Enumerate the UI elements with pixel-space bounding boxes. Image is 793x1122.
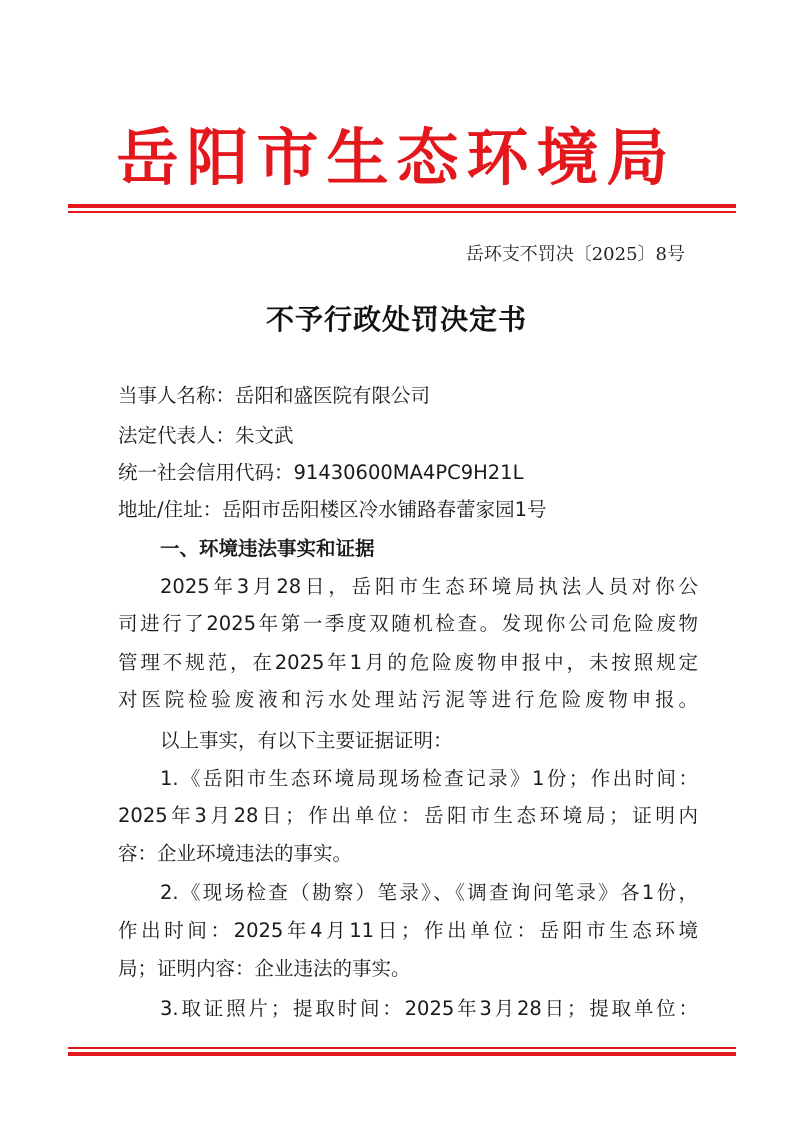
header-rule-thin (68, 211, 736, 213)
section-heading: 一、环境违法事实和证据 (160, 537, 375, 560)
header-rule-thick (68, 204, 736, 208)
legal-representative: 法定代表人：朱文武 (118, 424, 294, 447)
agency-header: 岳阳市生态环境局 (116, 121, 677, 194)
party-name: 当事人名称：岳阳和盛医院有限公司 (118, 384, 431, 407)
document-number: 岳环支不罚决〔2025〕8号 (465, 244, 685, 265)
evidence-line: 局；证明内容：企业违法的事实。 (118, 957, 411, 980)
paragraph-line: 2025年3月28日，岳阳市生态环境局执法人员对你公 (160, 575, 698, 598)
footer-rule-thin (68, 1047, 736, 1049)
paragraph-line: 对医院检验废液和污水处理站污泥等进行危险废物申报。 (118, 688, 698, 711)
evidence-line: 2.《现场检查（勘察）笔录》、《调查询问笔录》各1份， (160, 881, 698, 904)
evidence-line: 2025年3月28日；作出单位：岳阳市生态环境局；证明内 (118, 804, 698, 827)
evidence-line: 容：企业环境违法的事实。 (118, 842, 353, 865)
evidence-line: 1.《岳阳市生态环境局现场检查记录》1份；作出时间： (160, 767, 698, 790)
paragraph-line: 管理不规范，在2025年1月的危险废物申报中，未按照规定 (118, 651, 698, 674)
credit-code: 统一社会信用代码：91430600MA4PC9H21L (118, 461, 524, 484)
footer-rule-thick (68, 1052, 736, 1056)
evidence-intro: 以上事实，有以下主要证据证明： (160, 729, 453, 752)
address: 地址/住址：岳阳市岳阳楼区冷水铺路春蕾家园1号 (118, 498, 547, 521)
evidence-line: 3.取证照片；提取时间：2025年3月28日；提取单位： (160, 997, 698, 1020)
paragraph-line: 司进行了2025年第一季度双随机检查。发现你公司危险废物 (118, 612, 698, 635)
evidence-line: 作出时间：2025年4月11日；作出单位：岳阳市生态环境 (118, 919, 698, 942)
document-title: 不予行政处罚决定书 (265, 303, 527, 336)
